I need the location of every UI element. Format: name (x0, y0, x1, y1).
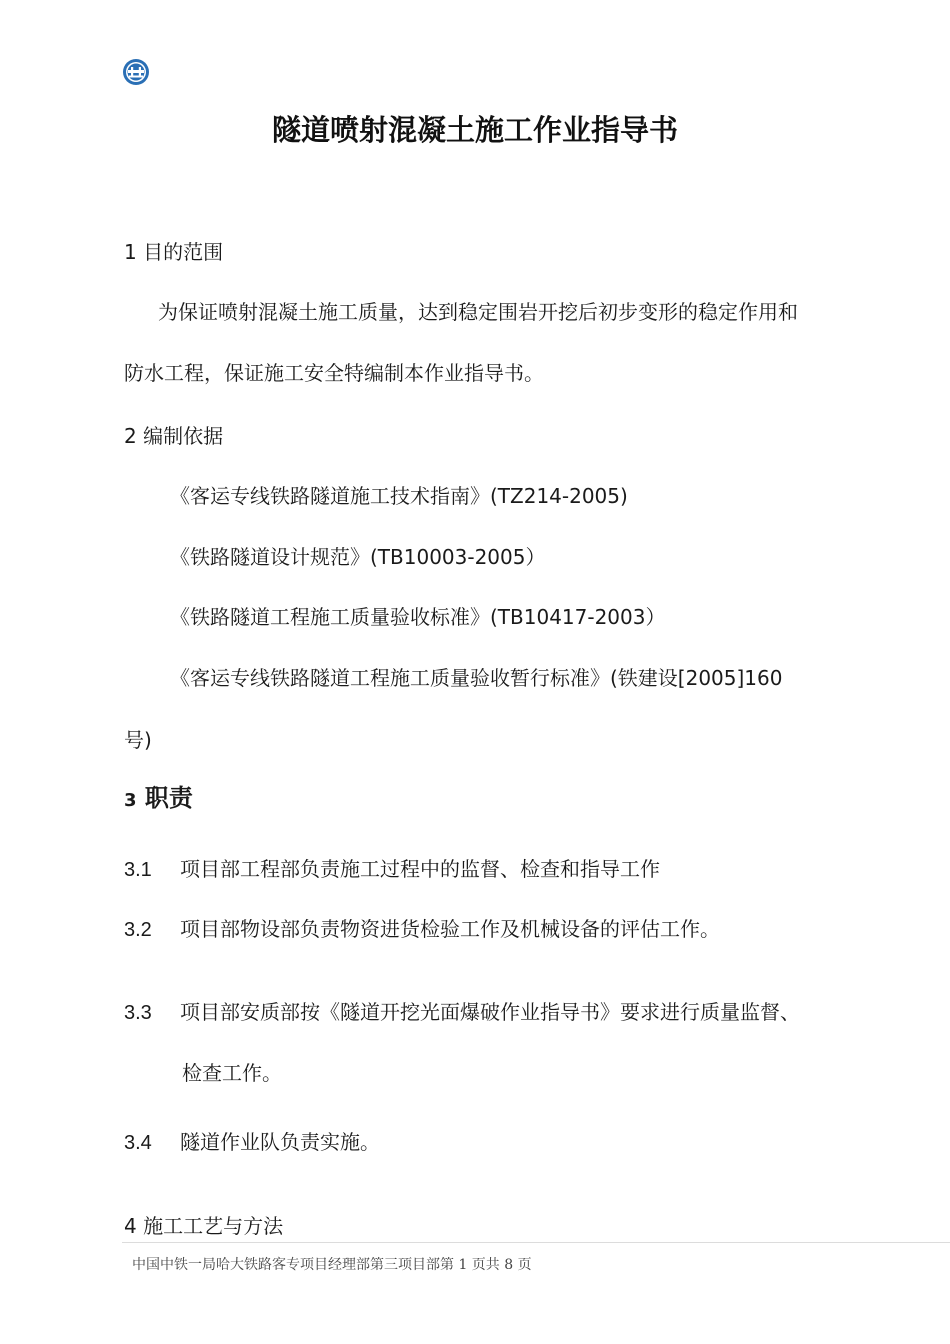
duty-item-continuation: 检查工作。 (182, 1061, 282, 1085)
section-3-heading (124, 784, 193, 815)
duty-text: 隧道作业队负责实施。 (180, 1130, 380, 1154)
reference-item: 《铁路隧道工程施工质量验收标准》(TB10417-2003） (170, 605, 666, 629)
duty-item (124, 855, 660, 884)
reference-item: 《客运专线铁路隧道施工技术指南》(TZ214-2005) (170, 484, 628, 508)
reference-item: 《铁路隧道设计规范》(TB10003-2005） (170, 545, 546, 569)
page-footer: 中国中铁一局哈大铁路客专项目经理部第三项目部第 1 页共 8 页 (132, 1257, 532, 1273)
duty-number: 3.3 (124, 1002, 152, 1024)
reference-item: 《客运专线铁路隧道工程施工质量验收暂行标准》(铁建设[2005]160 (170, 666, 783, 690)
duty-number: 3.4 (124, 1132, 152, 1154)
duty-number: 3.1 (124, 859, 152, 881)
duty-item (124, 998, 800, 1027)
section-1-heading: 1 目的范围 (124, 240, 224, 264)
section-2-heading: 2 编制依据 (124, 424, 224, 448)
reference-item-continuation: 号) (124, 728, 152, 752)
duty-text: 项目部安质部按《隧道开挖光面爆破作业指导书》要求进行质量监督、 (180, 1000, 800, 1024)
duty-text: 项目部物设部负责物资进货检验工作及机械设备的评估工作。 (180, 917, 720, 941)
section-1-paragraph-line-1: 为保证喷射混凝土施工质量，达到稳定围岩开挖后初步变形的稳定作用和 (158, 300, 798, 324)
company-logo-icon (122, 58, 150, 86)
document-title: 隧道喷射混凝土施工作业指导书 (271, 113, 678, 147)
section-1-paragraph-line-2: 防水工程，保证施工安全特编制本作业指导书。 (124, 361, 544, 385)
section-3-number: 3 (124, 790, 137, 811)
duty-number: 3.2 (124, 919, 152, 941)
duty-item (124, 915, 720, 944)
section-3-title: 职责 (144, 784, 193, 812)
duty-item (124, 1128, 380, 1157)
duty-text: 项目部工程部负责施工过程中的监督、检查和指导工作 (180, 857, 660, 881)
section-4-heading: 4 施工工艺与方法 (124, 1214, 284, 1238)
footer-divider (122, 1242, 950, 1243)
